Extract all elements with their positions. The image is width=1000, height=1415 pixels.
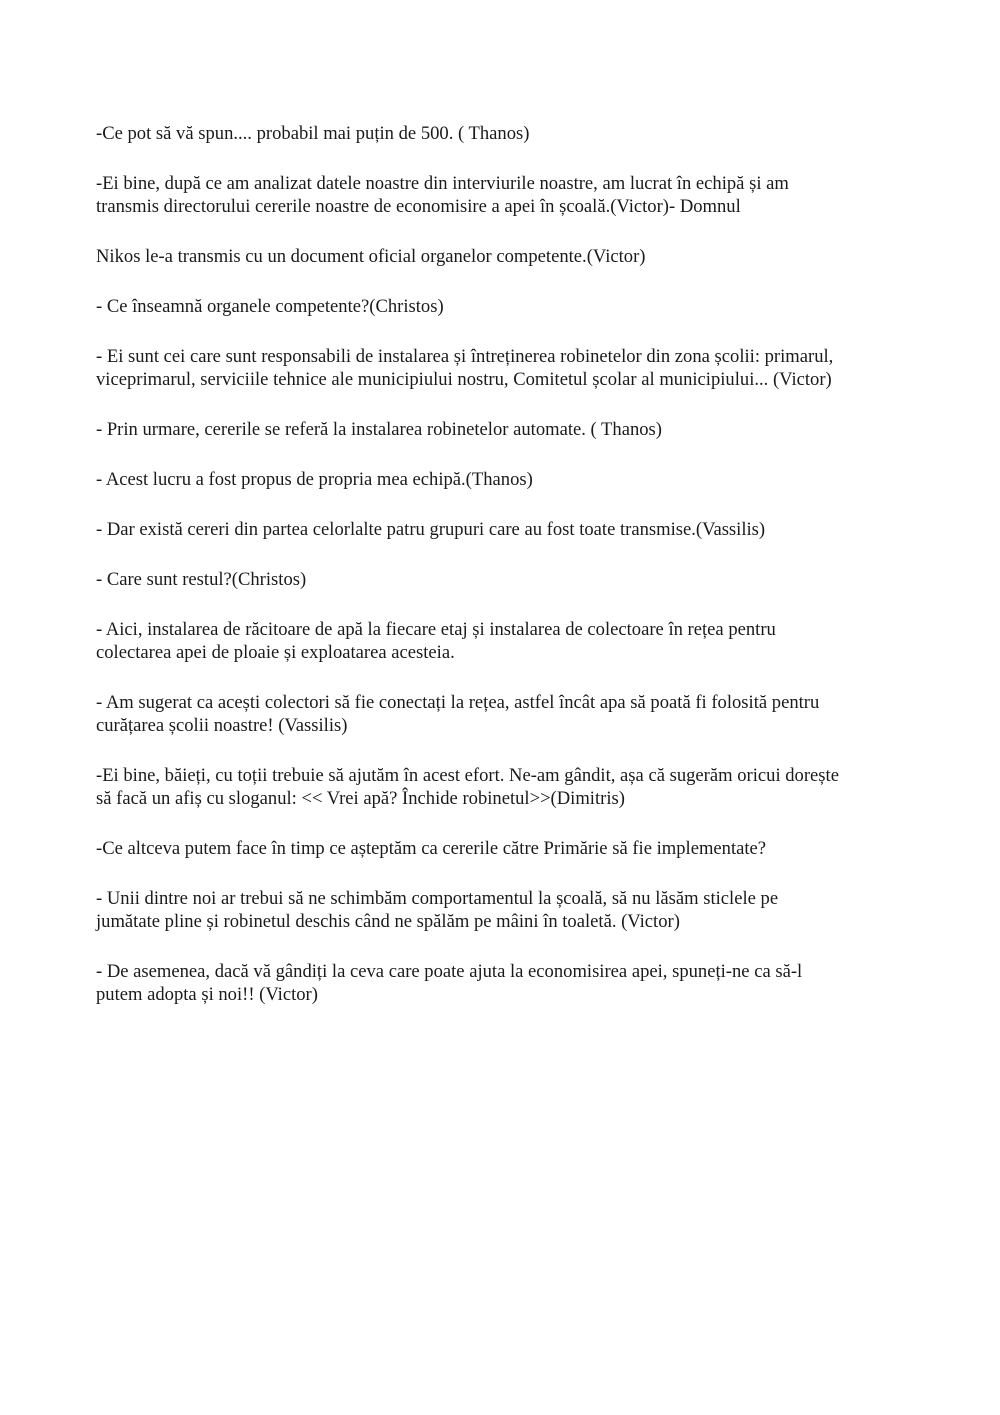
dialogue-line: -Ei bine, după ce am analizat datele noastre din interviurile noastre, am lucrat în echipă și am transmis directorului cererile noastre de economisire a apei în școală.(Victor)- Domnul — [96, 173, 789, 217]
dialogue-line: - Acest lucru a fost propus de propria mea echipă.(Thanos) — [96, 469, 533, 490]
dialogue-line: - De asemenea, dacă vă gândiți la ceva care poate ajuta la economisirea apei, spuneți-ne ca să-l putem adopta și noi!! (Victor) — [96, 961, 803, 1005]
dialogue-line: - Am sugerat ca acești colectori să fie conectați la rețea, astfel încât apa să poată fi folosită pentru curățarea școlii noastre! (Vassilis) — [96, 692, 820, 736]
dialogue-line: - Care sunt restul?(Christos) — [96, 569, 307, 590]
dialogue-line: - Dar există cereri din partea celorlalte patru grupuri care au fost toate transmise.(Vassilis) — [96, 519, 766, 540]
dialogue-line: -Ei bine, băieți, cu toții trebuie să ajutăm în acest efort. Ne-am gândit, așa că sugerăm oricui dorește să facă un afiș cu sloganul: << Vrei apă? Închide robinetul>>(Dimitris) — [96, 765, 839, 809]
dialogue-line: -Ce pot să vă spun.... probabil mai puțin de 500. ( Thanos) — [96, 123, 530, 144]
dialogue-line: - Aici, instalarea de răcitoare de apă la fiecare etaj și instalarea de colectoare în rețea pentru colectarea apei de ploaie și exploatarea acesteia. — [96, 619, 776, 663]
dialogue-line: - Ei sunt cei care sunt responsabili de instalarea și întreținerea robinetelor din zona școlii: primarul, viceprimarul, serviciile tehnice ale municipiului nostru, Comitetul școlar al municipiului... (Victor) — [96, 346, 834, 390]
dialogue-line: Nikos le-a transmis cu un document oficial organelor competente.(Victor) — [96, 246, 646, 267]
dialogue-line: - Prin urmare, cererile se referă la instalarea robinetelor automate. ( Thanos) — [96, 419, 662, 440]
dialogue-line: - Unii dintre noi ar trebui să ne schimbăm comportamentul la școală, să nu lăsăm sticlele pe jumătate pline și robinetul deschis când ne spălăm pe mâini în toaletă. (Victor) — [96, 888, 779, 932]
dialogue-line: - Ce înseamnă organele competente?(Christos) — [96, 296, 444, 317]
document-body — [96, 122, 906, 1033]
dialogue-line: -Ce altceva putem face în timp ce așteptăm ca cererile către Primărie să fie implementate? — [96, 838, 767, 859]
